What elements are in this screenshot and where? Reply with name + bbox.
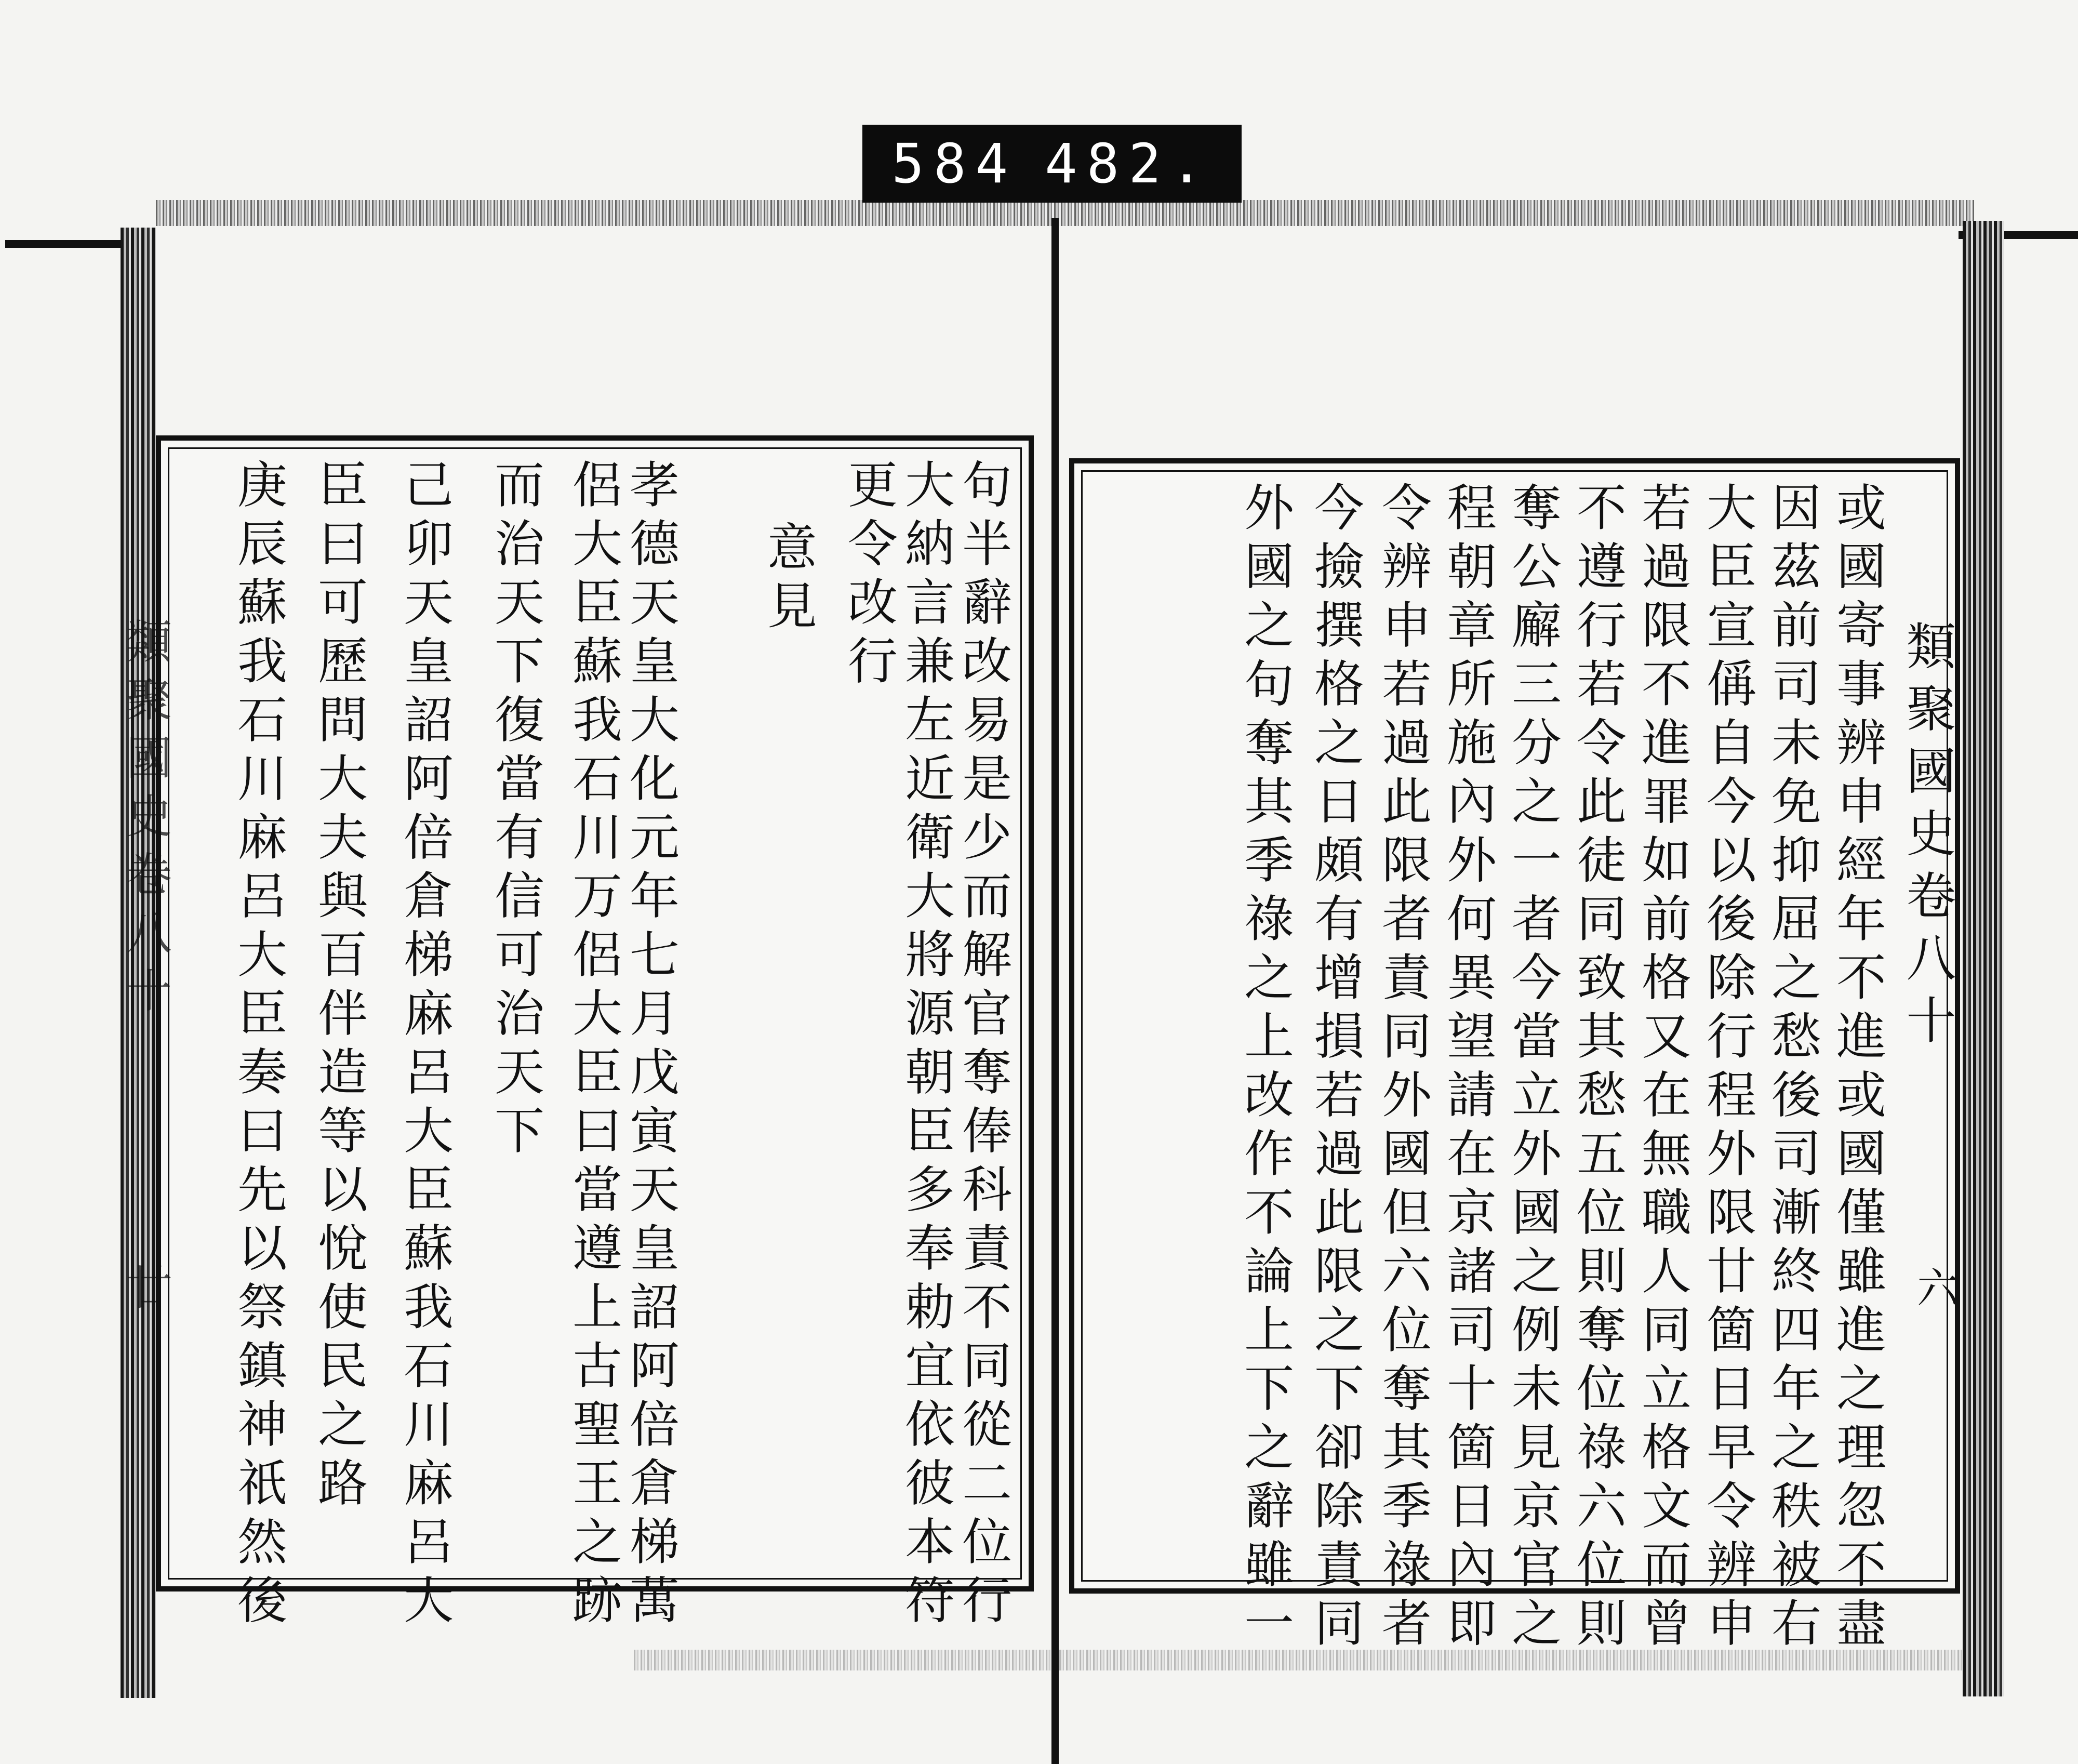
right-column-1: 或國寄事辨申經年不進或國僅雖進之理忽不盡 (1836, 479, 1886, 1653)
right-text-frame (1069, 458, 1960, 1653)
right-column-7: 程朝章所施內外何異望請在京諸司十箇日內即 (1447, 479, 1497, 1653)
bottom-page-shadow (634, 1650, 1964, 1670)
folio-left-number: 584 (891, 132, 1018, 195)
top-page-shadow (156, 200, 1974, 226)
left-column-8: 己卯天皇詔阿倍倉梯麻呂大臣蘇我石川麻呂大 (404, 456, 454, 1630)
right-column-3: 大臣宣偁自今以後除行程外限廿箇日早令辨申 (1707, 479, 1756, 1653)
center-spine (1051, 218, 1059, 1764)
folio-right-number: 482. (1045, 132, 1213, 195)
folio-label (862, 125, 1242, 203)
right-column-10: 外國之句奪其季祿之上改作不論上下之辭雖一 (1244, 479, 1294, 1653)
right-header-page-number: 六 (1917, 1264, 1959, 1312)
right-column-2: 因茲前司未免抑屈之愁後司漸終四年之秩被右 (1771, 479, 1821, 1653)
left-text-frame (156, 435, 1034, 1630)
right-column-6: 奪公廨三分之一者今當立外國之例未見京官之 (1512, 479, 1562, 1653)
left-column-4-heading: 意見 (767, 519, 817, 635)
left-spine-page-number: 廿 (126, 1261, 172, 1316)
right-header-title: 類聚國史卷八十 (1906, 618, 1956, 1050)
left-rod (5, 240, 125, 248)
left-column-10: 庚辰蘇我石川麻呂大臣奏曰先以祭鎮神祇然後 (237, 456, 287, 1630)
left-column-9: 臣曰可歷問大夫與百伴造等以悅使民之路 (318, 456, 368, 1513)
left-column-6: 侶大臣蘇我石川万侶大臣曰當遵上古聖王之跡 (572, 456, 622, 1630)
right-book-edge (1963, 221, 2004, 1696)
left-column-2: 大納言兼左近衛大將源朝臣多奉勅宜依彼本符 (905, 456, 955, 1630)
left-column-1: 句半辭改易是少而解官奪俸科責不同從二位行 (962, 456, 1012, 1630)
left-column-3: 更令改行 (848, 456, 898, 691)
left-column-7: 而治天下復當有信可治天下 (495, 456, 544, 1160)
right-column-8: 令辨申若過此限者責同外國但六位奪其季祿者 (1382, 479, 1432, 1653)
right-column-5: 不遵行若令此徒同致其愁五位則奪位祿六位則 (1577, 479, 1627, 1653)
right-column-9: 今撿撰格之日頗有增損若過此限之下卻除責同 (1314, 479, 1364, 1653)
right-column-4: 若過限不進罪如前格又在無職人同立格文而曾 (1642, 479, 1691, 1653)
left-spine-label: 類聚國史卷八十 (126, 615, 172, 1018)
left-column-5: 孝德天皇大化元年七月戊寅天皇詔阿倍倉梯萬 (630, 456, 680, 1630)
